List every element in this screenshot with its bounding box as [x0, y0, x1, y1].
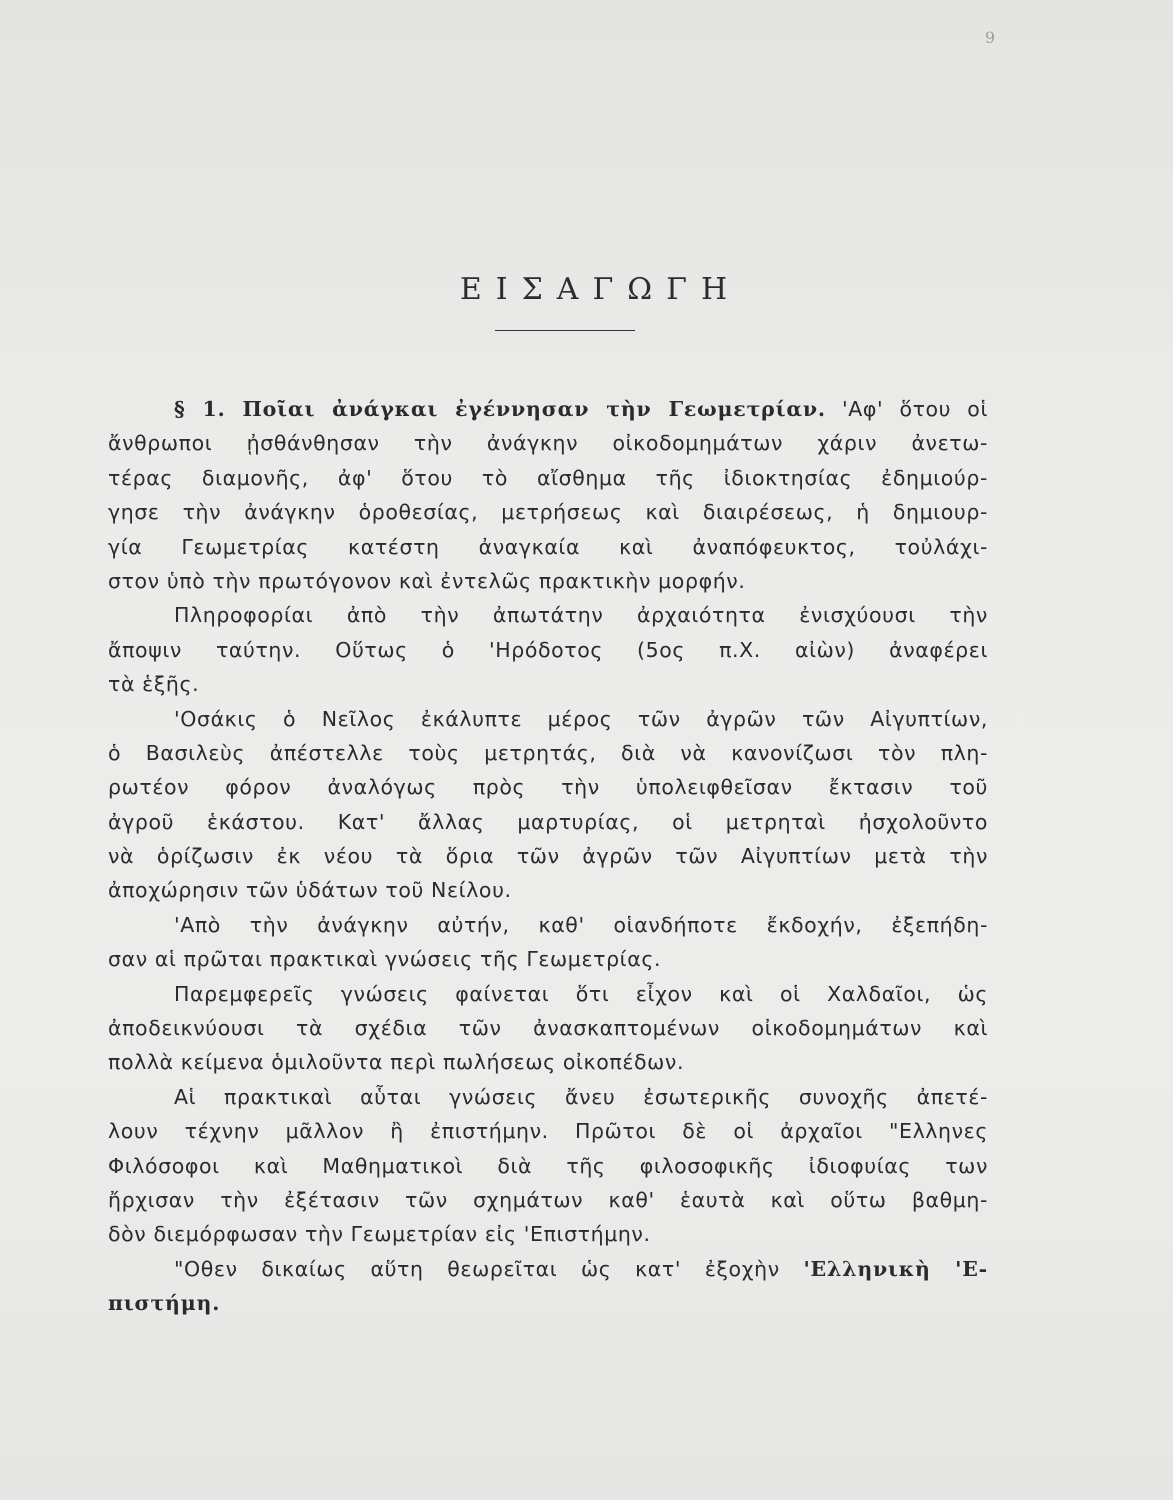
paragraph-line: ἀποδεικνύουσι τὰ σχέδια τῶν ἀνασκαπτομένων οἰκοδομημάτων καὶ: [108, 1016, 988, 1041]
emphasis-text: πιστήμη.: [108, 1291, 221, 1316]
paragraph-line: 'Απὸ τὴν ἀνάγκην αὐτήν, καθ' οἱανδήποτε ἔκδοχήν, ἐξεπήδη-: [174, 912, 988, 937]
paragraph-line: δὸν διεμόρφωσαν τὴν Γεωμετρίαν εἰς 'Επιστήμην.: [108, 1222, 651, 1247]
paragraph-line: 'Οσάκις ὁ Νεῖλος ἐκάλυπτε μέρος τῶν ἀγρῶν τῶν Αἰγυπτίων,: [174, 706, 988, 731]
paragraph-line: ἀποχώρησιν τῶν ὑδάτων τοῦ Νείλου.: [108, 878, 512, 903]
paragraph-line: τὰ ἑξῆς.: [108, 672, 200, 697]
section-heading: § 1. Ποῖαι ἀνάγκαι ἐγέννησαν τὴν Γεωμετρίαν.: [174, 397, 826, 421]
paragraph-line: Αἱ πρακτικαὶ αὗται γνώσεις ἄνευ ἐσωτερικῆς συνοχῆς ἀπετέ-: [174, 1084, 988, 1109]
paragraph-line: "Οθεν δικαίως αὕτη θεωρεῖται ὡς κατ' ἐξοχὴν 'Ελληνικὴ 'Ε-: [174, 1256, 988, 1281]
page-number: 9: [984, 28, 995, 47]
paragraph-line: ἤρχισαν τὴν ἐξέτασιν τῶν σχημάτων καθ' ἑαυτὰ καὶ οὕτω βαθμη-: [108, 1187, 988, 1212]
paragraph-line: πολλὰ κείμενα ὁμιλοῦντα περὶ πωλήσεως οἰκοπέδων.: [108, 1050, 685, 1075]
paragraph-line: τέρας διαμονῆς, ἀφ' ὅτου τὸ αἴσθημα τῆς ἰδιοκτησίας ἐδημιούρ-: [108, 465, 988, 490]
paragraph-line: ἄποψιν ταύτην. Οὕτως ὁ 'Ηρόδοτος (5ος π.Χ. αἰὼν) ἀναφέρει: [108, 637, 988, 662]
paragraph-line: γησε τὴν ἀνάγκην ὁροθεσίας, μετρήσεως καὶ διαιρέσεως, ἡ δημιουρ-: [108, 500, 988, 525]
paragraph-line: στον ὑπὸ τὴν πρωτόγονον καὶ ἐντελῶς πρακτικὴν μορφήν.: [108, 568, 746, 593]
paragraph-line: νὰ ὁρίζωσιν ἐκ νέου τὰ ὅρια τῶν ἀγρῶν τῶν Αἰγυπτίων μετὰ τὴν: [108, 844, 988, 869]
paragraph-line: ρωτέον φόρον ἀναλόγως πρὸς τὴν ὑπολειφθεῖσαν ἔκτασιν τοῦ: [108, 775, 988, 800]
paragraph-line: ἄνθρωποι ᾐσθάνθησαν τὴν ἀνάγκην οἰκοδομημάτων χάριν ἀνετω-: [108, 431, 988, 456]
paragraph-line: σαν αἱ πρῶται πρακτικαὶ γνώσεις τῆς Γεωμετρίας.: [108, 947, 662, 972]
paragraph-line: Παρεμφερεῖς γνώσεις φαίνεται ὅτι εἶχον καὶ οἱ Χαλδαῖοι, ὡς: [174, 981, 988, 1006]
title-underline: [495, 330, 635, 331]
paragraph-line: [108, 1286, 988, 1320]
paragraph-line: λουν τέχνην μᾶλλον ἢ ἐπιστήμην. Πρῶτοι δὲ οἱ ἀρχαῖοι "Ελληνες: [108, 1119, 988, 1144]
emphasis-text: 'Ελληνικὴ 'Ε-: [803, 1256, 988, 1281]
chapter-title: ΕΙΣΑΓΩΓΗ: [459, 272, 742, 307]
paragraph-line: Πληροφορίαι ἀπὸ τὴν ἀπωτάτην ἀρχαιότητα ἐνισχύουσι τὴν: [174, 603, 988, 628]
paragraph-line: Φιλόσοφοι καὶ Μαθηματικοὶ διὰ τῆς φιλοσοφικῆς ἰδιοφυίας των: [108, 1153, 988, 1178]
paragraph-line: γία Γεωμετρίας κατέστη ἀναγκαία καὶ ἀναπόφευκτος, τοὐλάχι-: [108, 534, 988, 559]
paragraph-line: ὁ Βασιλεὺς ἀπέστελλε τοὺς μετρητάς, διὰ νὰ κανονίζωσι τὸν πλη-: [108, 740, 988, 765]
section-body: [108, 392, 988, 1321]
paragraph-line: ἀγροῦ ἑκάστου. Κατ' ἄλλας μαρτυρίας, οἱ μετρηταὶ ἠσχολοῦντο: [108, 809, 988, 834]
paragraph-line: § 1. Ποῖαι ἀνάγκαι ἐγέννησαν τὴν Γεωμετρίαν. 'Αφ' ὅτου οἱ: [174, 397, 988, 421]
